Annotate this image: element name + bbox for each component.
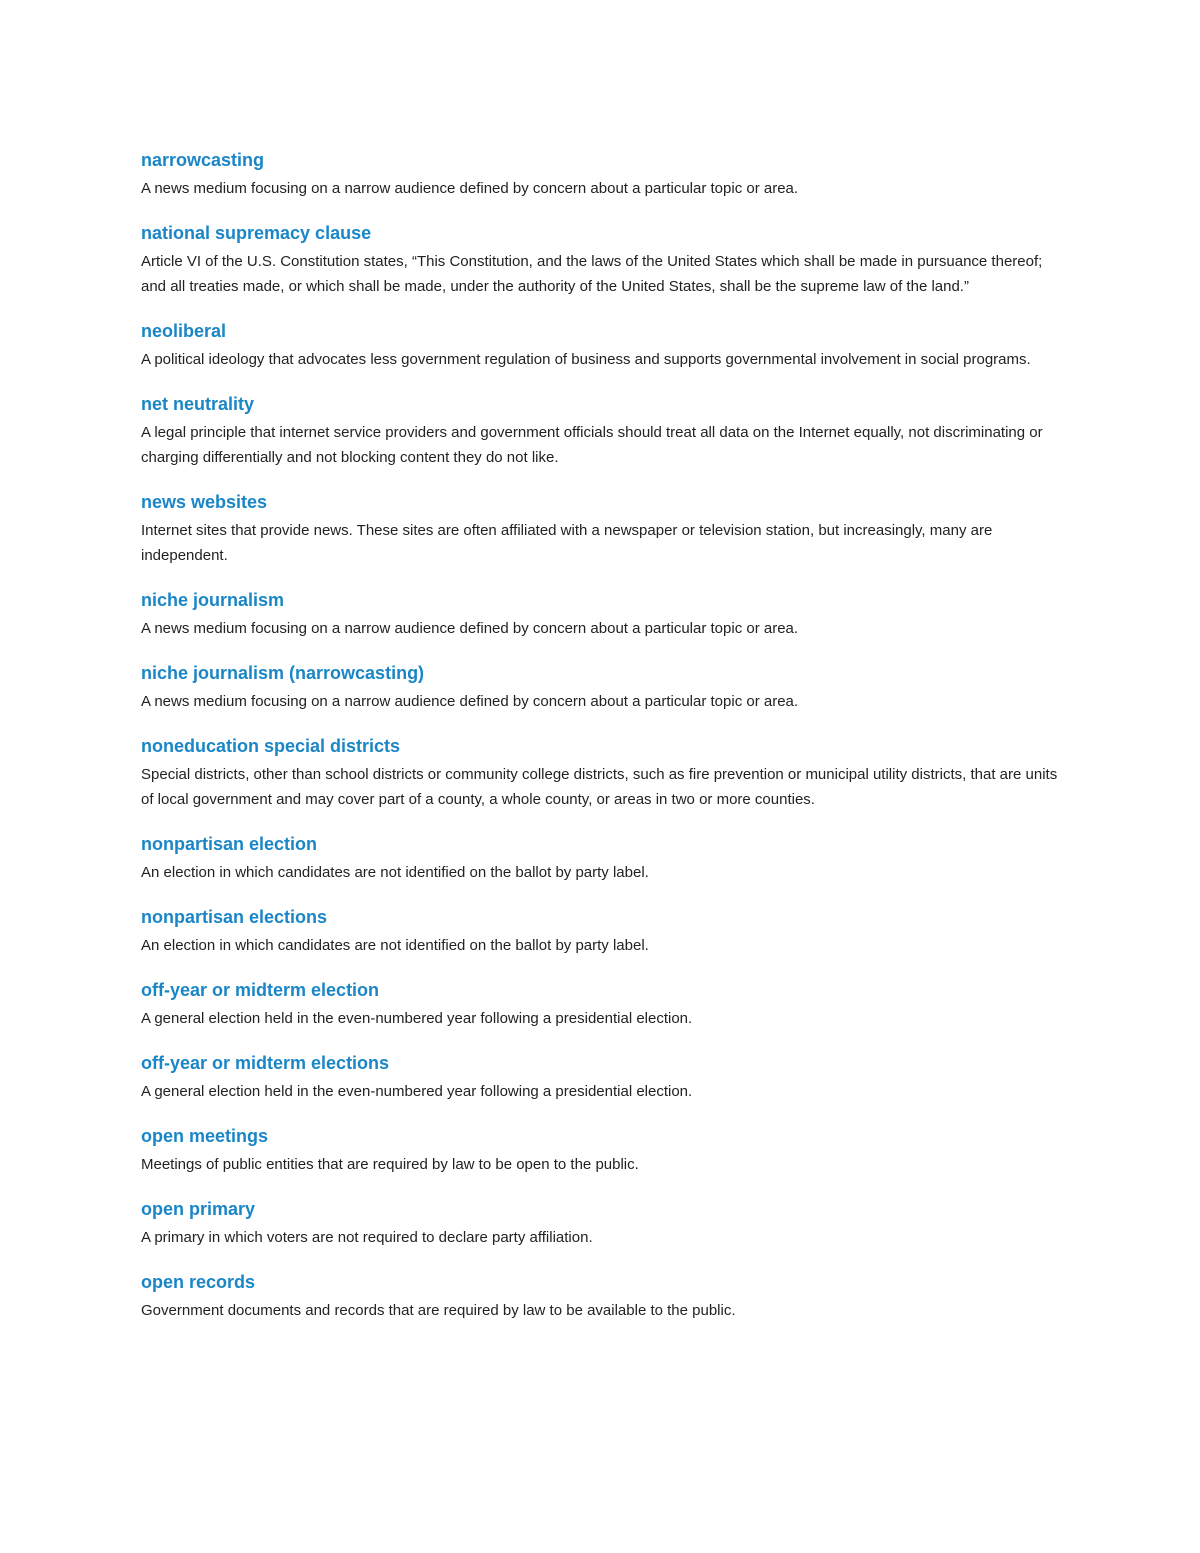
glossary-definition: Article VI of the U.S. Constitution states, “This Constitution, and the laws of the United States which shall be made in pursuance thereof; and all treaties made, or which shall be made, under the authority of the United States, shall be the supreme law of the land.” (141, 253, 1043, 295)
glossary-term: nonpartisan election (141, 834, 318, 854)
glossary-definition: A primary in which voters are not required to declare party affiliation. (141, 1229, 593, 1246)
glossary-term: off-year or midterm elections (141, 1053, 390, 1073)
glossary-definition: A political ideology that advocates less government regulation of business and supports governmental involvement in social programs. (141, 351, 1031, 368)
glossary-definition: A general election held in the even-numbered year following a presidential election. (141, 1010, 693, 1027)
glossary-definition: An election in which candidates are not identified on the ballot by party label. (141, 937, 649, 954)
glossary-definition: A news medium focusing on a narrow audience defined by concern about a particular topic or area. (141, 180, 799, 197)
glossary-definition: Government documents and records that are required by law to be available to the public. (141, 1302, 736, 1319)
glossary-entry (141, 1197, 1061, 1250)
glossary-term: open meetings (141, 1126, 269, 1146)
glossary-page (141, 148, 1061, 1343)
glossary-entry (141, 1051, 1061, 1104)
glossary-definition: A news medium focusing on a narrow audience defined by concern about a particular topic or area. (141, 693, 799, 710)
glossary-term: open records (141, 1272, 256, 1292)
glossary-entry (141, 392, 1061, 470)
glossary-definition: Special districts, other than school districts or community college districts, such as fire prevention or municipal utility districts, that are units of local government and may cover part of a county, a whole county, or areas in two or more counties. (141, 766, 1058, 808)
glossary-entry (141, 490, 1061, 568)
glossary-entry (141, 734, 1061, 812)
glossary-entry (141, 832, 1061, 885)
glossary-term: nonpartisan elections (141, 907, 328, 927)
glossary-entry (141, 221, 1061, 299)
glossary-definition: A news medium focusing on a narrow audience defined by concern about a particular topic or area. (141, 620, 799, 637)
glossary-definition: An election in which candidates are not identified on the ballot by party label. (141, 864, 649, 881)
glossary-entry (141, 148, 1061, 201)
glossary-term: narrowcasting (141, 150, 265, 170)
glossary-term: niche journalism (narrowcasting) (141, 663, 425, 683)
glossary-term: niche journalism (141, 590, 285, 610)
glossary-entry (141, 661, 1061, 714)
glossary-definition: Internet sites that provide news. These sites are often affiliated with a newspaper or television station, but increasingly, many are independent. (141, 522, 993, 564)
glossary-entry (141, 1124, 1061, 1177)
glossary-definition: A general election held in the even-numbered year following a presidential election. (141, 1083, 693, 1100)
glossary-entry (141, 1270, 1061, 1323)
glossary-term: open primary (141, 1199, 256, 1219)
glossary-term: national supremacy clause (141, 223, 372, 243)
glossary-entry (141, 319, 1061, 372)
glossary-term: off-year or midterm election (141, 980, 380, 1000)
glossary-term: noneducation special districts (141, 736, 401, 756)
glossary-entry (141, 978, 1061, 1031)
glossary-term: neoliberal (141, 321, 227, 341)
glossary-definition: Meetings of public entities that are required by law to be open to the public. (141, 1156, 639, 1173)
glossary-definition: A legal principle that internet service providers and government officials should treat all data on the Internet equally, not discriminating or charging differentially and not blocking content they do not like. (141, 424, 1043, 466)
glossary-entry (141, 905, 1061, 958)
glossary-term: net neutrality (141, 394, 255, 414)
glossary-term: news websites (141, 492, 268, 512)
glossary-entry (141, 588, 1061, 641)
